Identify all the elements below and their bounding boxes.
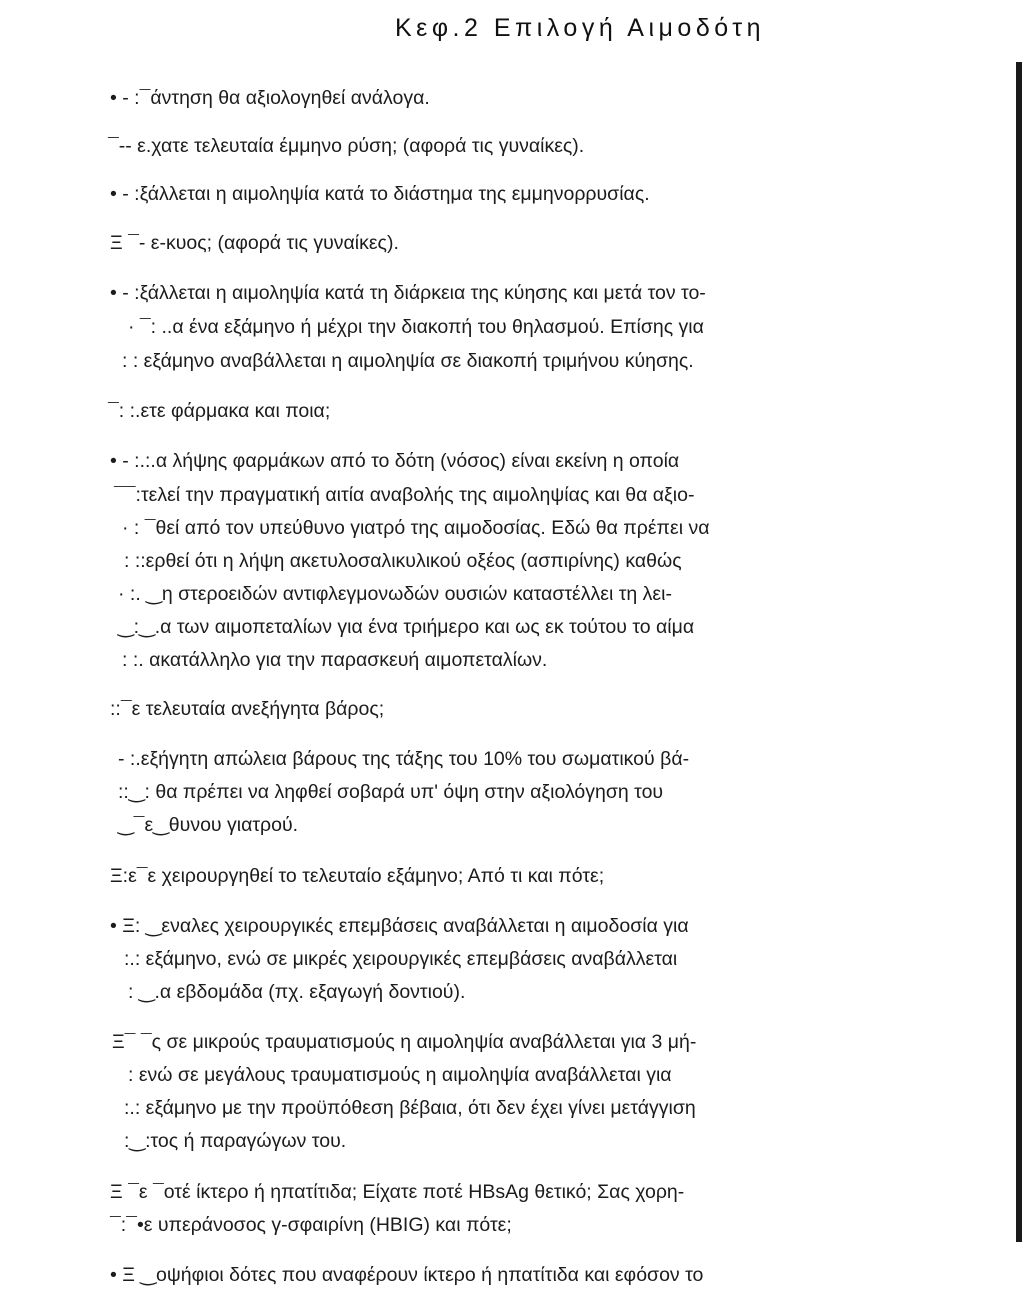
text-line: Ξ ¯ε ¯οτέ ίκτερο ή ηπατίτιδα; Είχατε ποτέ HBsAg θετικό; Σας χορη- [110, 1181, 685, 1203]
text-line: • - :¯άντηση θα αξιολογηθεί ανάλογα. [110, 87, 430, 109]
text-line: :‿:τος ή παραγώγων του. [124, 1130, 347, 1152]
text-line: : ::ερθεί ότι η λήψη ακετυλοσαλικυλικού οξέος (ασπιρίνης) καθώς [124, 550, 682, 572]
text-line: : : εξάμηνο αναβάλλεται η αιμοληψία σε διακοπή τριμήνου κύησης. [122, 350, 694, 372]
text-line: ::‿: θα πρέπει να ληφθεί σοβαρά υπ' όψη στην αξιολόγηση του [118, 781, 664, 803]
text-line: ::¯ε τελευταία ανεξήγητα βάρος; [110, 698, 385, 720]
text-line: : ενώ σε μεγάλους τραυματισμούς η αιμοληψία αναβάλλεται για [128, 1064, 672, 1086]
text-line: • Ξ ‿οψήφιοι δότες που αναφέρουν ίκτερο ή ηπατίτιδα και εφόσον το [110, 1264, 704, 1286]
text-line: ¯‑‑ ε.χατε τελευταία έμμηνο ρύση; (αφορά τις γυναίκες). [108, 135, 585, 157]
text-line: ‿:‿.α των αιμοπεταλίων για ένα τριήμερο και ως εκ τούτου το αίμα [118, 616, 695, 638]
text-line: ‿¯ε‿θυνου γιατρού. [118, 814, 299, 836]
chapter-header: Κεφ.2 Επιλογή Αιμοδότη [395, 14, 766, 42]
text-line: • - :.:.α λήψης φαρμάκων από το δότη (νόσος) είναι εκείνη η οποία [110, 450, 680, 472]
scan-edge-mark [1016, 62, 1022, 1242]
text-line: ¯:¯•ε υπεράνοσος γ-σφαιρίνη (HBIG) και πότε; [110, 1214, 512, 1236]
text-line: • - :ξάλλεται η αιμοληψία κατά το διάστημα της εμμηνορρυσίας. [110, 183, 650, 205]
text-line: - :.εξήγητη απώλεια βάρους της τάξης του 10% του σωματικού βά- [118, 748, 690, 770]
text-line: :.: εξάμηνο με την προϋπόθεση βέβαια, ότι δεν έχει γίνει μετάγγιση [124, 1097, 696, 1119]
text-line: · ¯: ..α ένα εξάμηνο ή μέχρι την διακοπή του θηλασμού. Επίσης για [128, 316, 704, 338]
text-line: • Ξ: ‿εναλες χειρουργικές επεμβάσεις αναβάλλεται η αιμοδοσία για [110, 915, 689, 937]
text-line: Ξ ¯‑ ε‑κυος; (αφορά τις γυναίκες). [110, 232, 399, 254]
text-line: ¯: :.ετε φάρμακα και ποια; [108, 400, 331, 422]
text-line: Ξ:ε¯ε χειρουργηθεί το τελευταίο εξάμηνο; Από τι και πότε; [110, 865, 605, 887]
text-line: ¯¯:τελεί την πραγματική αιτία αναβολής της αιμοληψίας και θα αξιο- [114, 484, 695, 506]
text-line: : :. ακατάλληλο για την παρασκευή αιμοπεταλίων. [122, 649, 548, 671]
text-line: :.: εξάμηνο, ενώ σε μικρές χειρουργικές επεμβάσεις αναβάλλεται [124, 948, 678, 970]
text-line: • - :ξάλλεται η αιμοληψία κατά τη διάρκεια της κύησης και μετά τον το- [110, 282, 706, 304]
text-line: Ξ¯ ¯ς σε μικρούς τραυματισμούς η αιμοληψία αναβάλλεται για 3 μή- [112, 1031, 697, 1053]
text-line: : ‿.α εβδομάδα (πχ. εξαγωγή δοντιού). [128, 981, 466, 1003]
text-line: · :. ‿η στεροειδών αντιφλεγμονωδών ουσιών καταστέλλει τη λει- [118, 583, 672, 605]
text-line: · : ¯θεί από τον υπεύθυνο γιατρό της αιμοδοσίας. Εδώ θα πρέπει να [122, 517, 710, 539]
